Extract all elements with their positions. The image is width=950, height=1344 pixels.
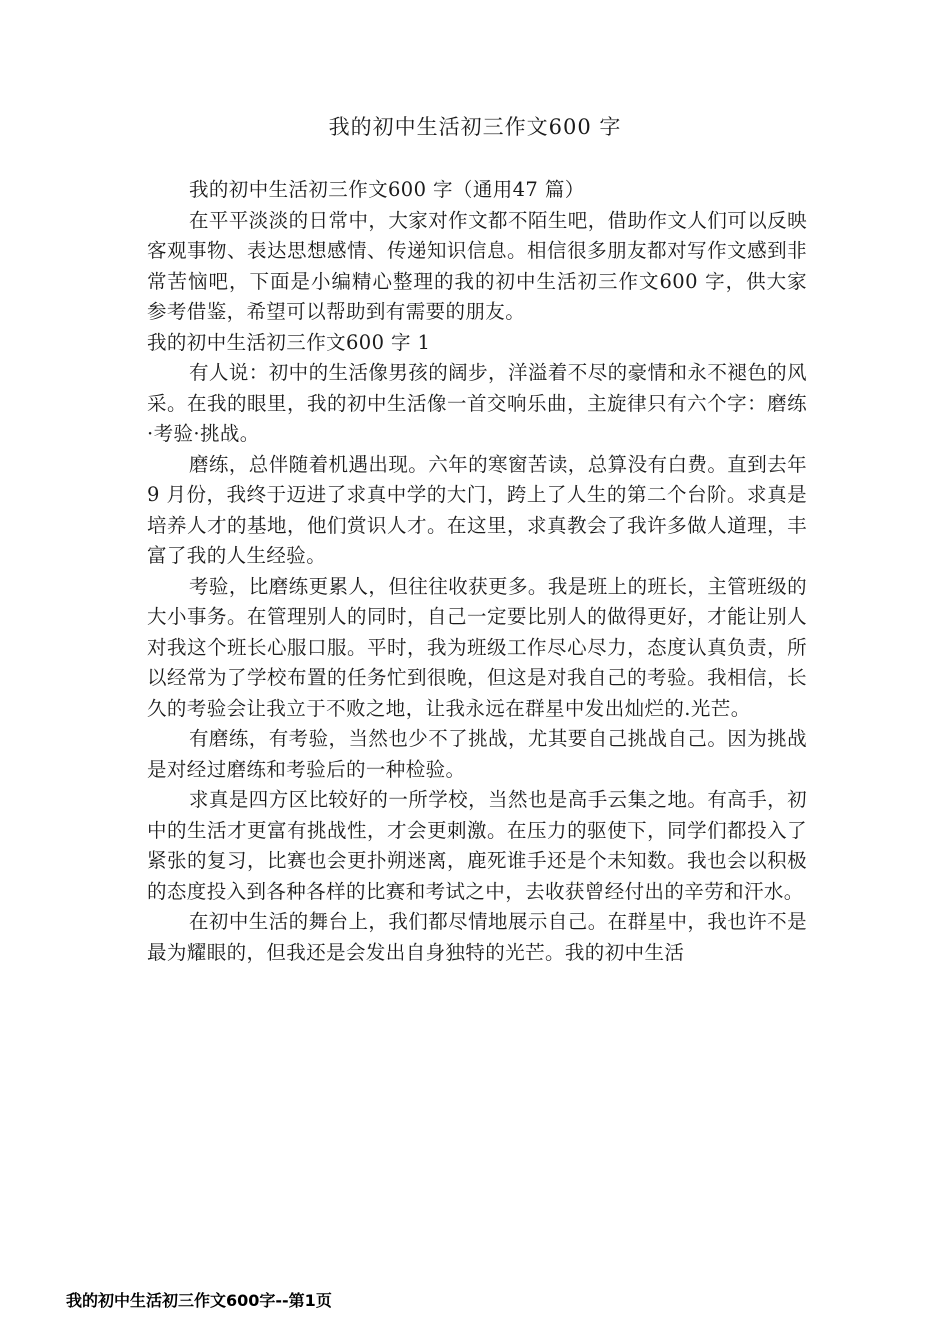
intro-paragraph: 在平平淡淡的日常中，大家对作文都不陌生吧，借助作文人们可以反映客观事物、表达思想感情、传递知识信息。相信很多朋友都对写作文感到非常苦恼吧，下面是小编精心整理的我的初中生活初三作文600 字，供大家参考借鉴，希望可以帮助到有需要的朋友。	[147, 208, 807, 323]
document-body	[147, 175, 807, 968]
document-title: 我的初中生活初三作文600 字	[328, 115, 622, 139]
body-paragraph: 磨练，总伴随着机遇出现。六年的寒窗苦读，总算没有白费。直到去年 9 月份，我终于迈进了求真中学的大门，跨上了人生的第二个台阶。求真是培养人才的基地，他们赏识人才。在这里，求真教会了我许多做人道理，丰富了我的人生经验。	[147, 452, 807, 567]
page-footer: 我的初中生活初三作文600字--第1页	[66, 1291, 332, 1310]
body-paragraph: 有人说：初中的生活像男孩的阔步，洋溢着不尽的豪情和永不褪色的风采。在我的眼里，我的初中生活像一首交响乐曲，主旋律只有六个字：磨练·考验·挑战。	[147, 361, 807, 445]
body-paragraph: 有磨练，有考验，当然也少不了挑战，尤其要自己挑战自己。因为挑战是对经过磨练和考验后的一种检验。	[147, 727, 807, 781]
body-paragraph: 考验，比磨练更累人，但往往收获更多。我是班上的班长，主管班级的大小事务。在管理别人的同时，自己一定要比别人的做得更好，才能让别人对我这个班长心服口服。平时，我为班级工作尽心尽力，态度认真负责，所以经常为了学校布置的任务忙到很晚，但这是对我自己的考验。我相信，长久的考验会让我立于不败之地，让我永远在群星中发出灿烂的.光芒。	[147, 574, 807, 720]
body-paragraph: 在初中生活的舞台上，我们都尽情地展示自己。在群星中，我也许不是最为耀眼的，但我还是会发出自身独特的光芒。我的初中生活	[147, 910, 807, 964]
subtitle-paragraph: 我的初中生活初三作文600 字（通用47 篇）	[189, 178, 585, 201]
body-paragraph: 求真是四方区比较好的一所学校，当然也是高手云集之地。有高手，初中的生活才更富有挑战性，才会更刺激。在压力的驱使下，同学们都投入了紧张的复习，比赛也会更扑朔迷离，鹿死谁手还是个未知数。我也会以积极的态度投入到各种各样的比赛和考试之中，去收获曾经付出的辛劳和汗水。	[147, 788, 807, 903]
essay-heading: 我的初中生活初三作文600 字 1	[147, 330, 431, 354]
